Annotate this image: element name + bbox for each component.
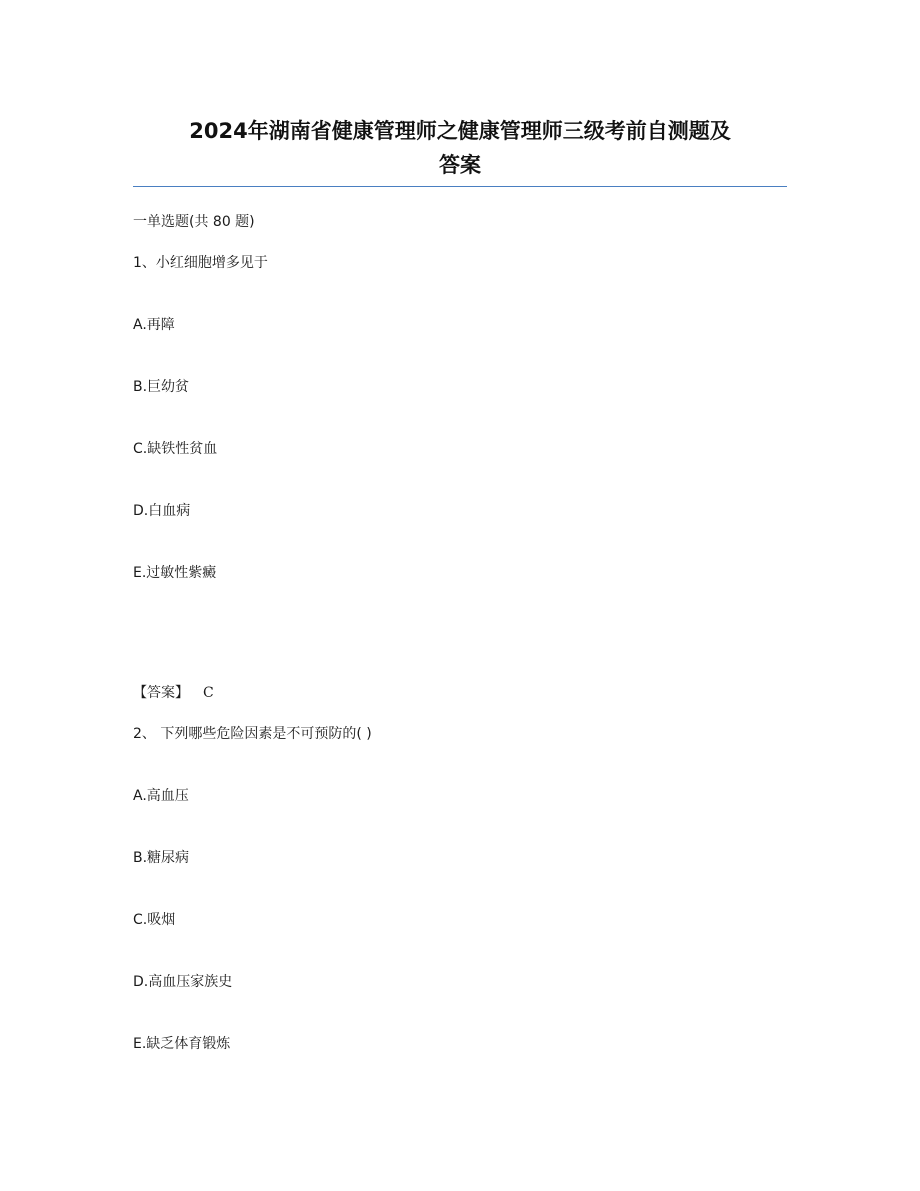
question-1-answer <box>133 683 214 703</box>
answer-value: C <box>203 685 214 701</box>
question-1-option-d: D.白血病 <box>133 503 191 519</box>
question-2-option-a: A.高血压 <box>133 788 189 804</box>
question-2-option-e: E.缺乏体育锻炼 <box>133 1036 231 1052</box>
question-1-option-b: B.巨幼贫 <box>133 379 190 395</box>
question-1-stem: 1、小红细胞增多见于 <box>133 255 268 271</box>
question-2-option-c: C.吸烟 <box>133 912 176 928</box>
answer-label: 【答案】 <box>133 685 189 701</box>
question-1-option-c: C.缺铁性贫血 <box>133 441 218 457</box>
page-title <box>130 114 790 182</box>
question-1-option-a: A.再障 <box>133 317 175 333</box>
question-2-stem: 2、 下列哪些危险因素是不可预防的( ) <box>133 726 372 742</box>
page-title-line-2: 答案 <box>439 153 481 177</box>
page-title-line-1: 2024年湖南省健康管理师之健康管理师三级考前自测题及 <box>189 119 731 143</box>
question-1-option-e: E.过敏性紫癜 <box>133 565 217 581</box>
question-2-option-b: B.糖尿病 <box>133 850 190 866</box>
title-divider <box>133 186 787 187</box>
section-heading: 一单选题(共 80 题) <box>133 214 255 230</box>
question-2-option-d: D.高血压家族史 <box>133 974 233 990</box>
